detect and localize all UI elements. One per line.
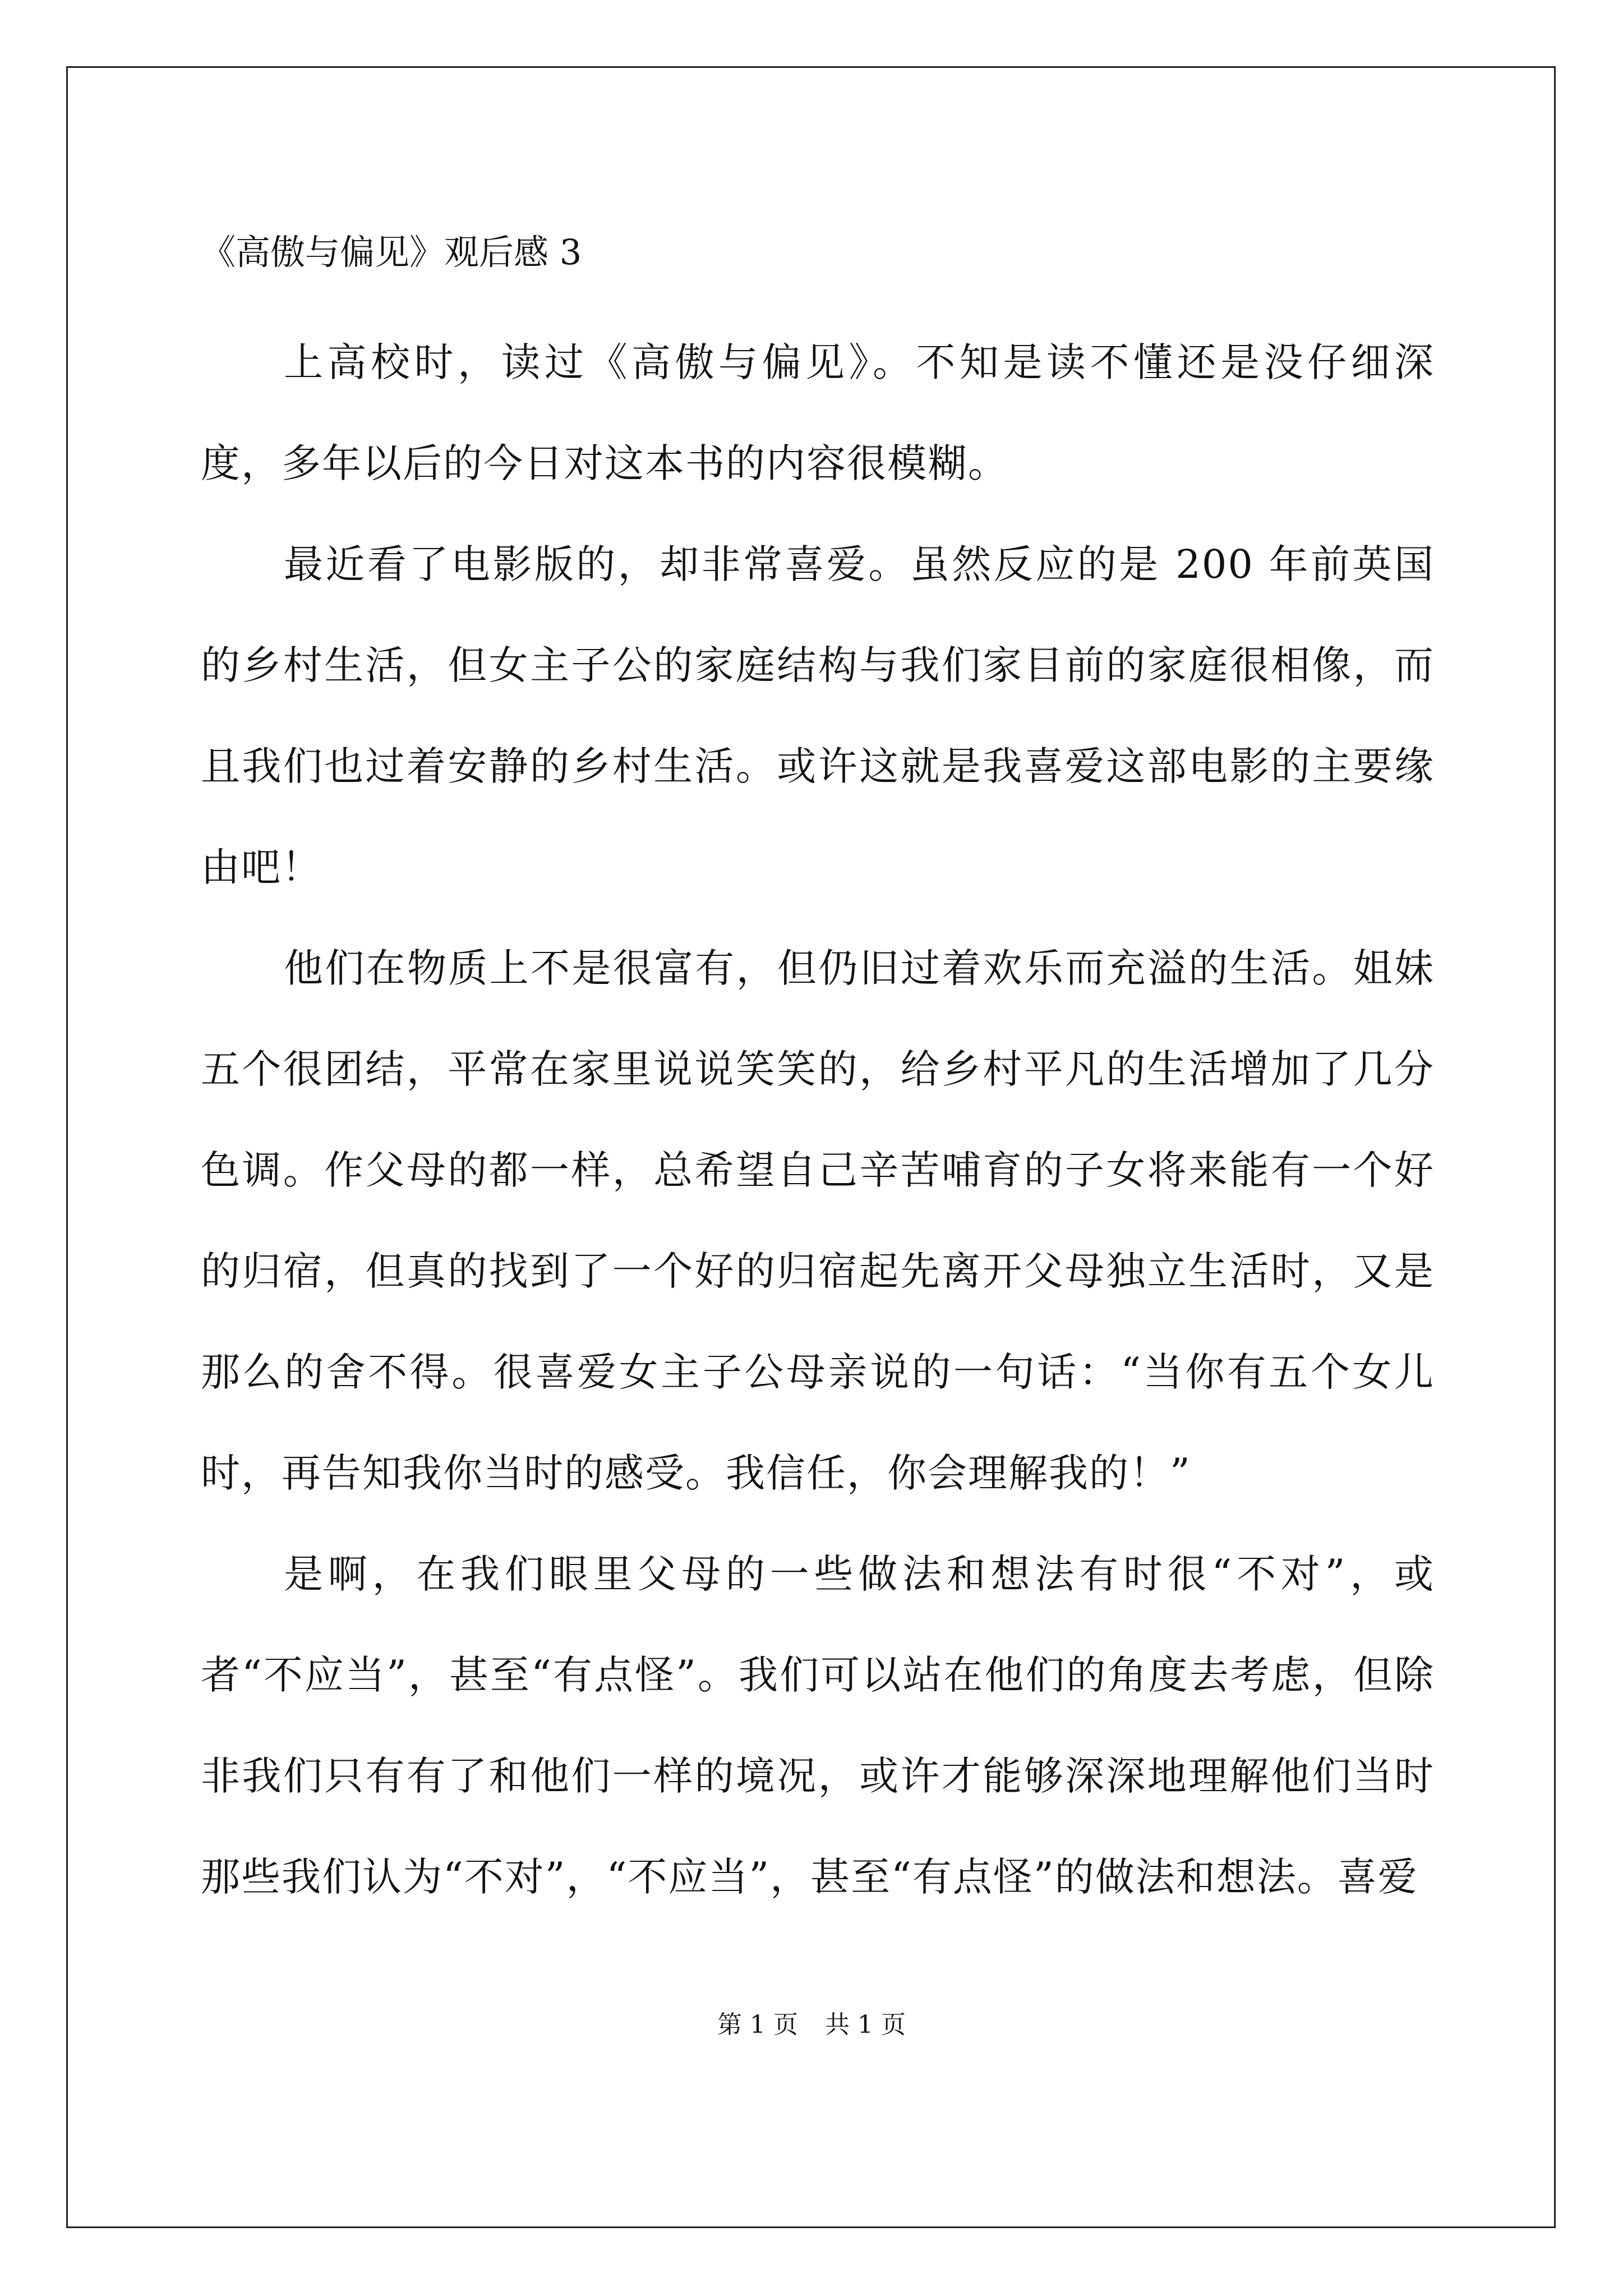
paragraph-1: 上高校时，读过《高傲与偏见》。不知是读不懂还是没仔细深度，多年以后的今日对这本书的内容很模糊。: [201, 339, 1435, 486]
paragraph-3: 他们在物质上不是很富有，但仍旧过着欢乐而充溢的生活。姐妹五个很团结，平常在家里说说笑笑的，给乡村平凡的生活增加了几分色调。作父母的都一样，总希望自己辛苦哺育的子女将来能有一个好的归宿，但真的找到了一个好的归宿起先离开父母独立生活时，又是那么的舍不得。很喜爱女主子公母亲说的一句话：“当你有五个女儿时，再告知我你当时的感受。我信任，你会理解我的！”: [201, 945, 1435, 1496]
paragraph-2: 最近看了电影版的，却非常喜爱。虽然反应的是 200 年前英国的乡村生活，但女主子公的家庭结构与我们家目前的家庭很相像，而且我们也过着安静的乡村生活。或许这就是我喜爱这部电影的主要缘由吧！: [201, 541, 1435, 890]
page-footer: [0, 2008, 1623, 2042]
document-body: [201, 224, 1435, 1927]
page-number: 第 1 页: [717, 2010, 798, 2039]
page-total: 共 1 页: [825, 2010, 906, 2039]
paragraph-4: 是啊，在我们眼里父母的一些做法和想法有时很“不对”，或者“不应当”，甚至“有点怪”。我们可以站在他们的角度去考虑，但除非我们只有有了和他们一样的境况，或许才能够深深地理解他们当时那些我们认为“不对”，“不应当”，甚至“有点怪”的做法和想法。喜爱: [201, 1551, 1435, 1900]
document-title: 《高傲与偏见》观后感 3: [201, 232, 582, 273]
